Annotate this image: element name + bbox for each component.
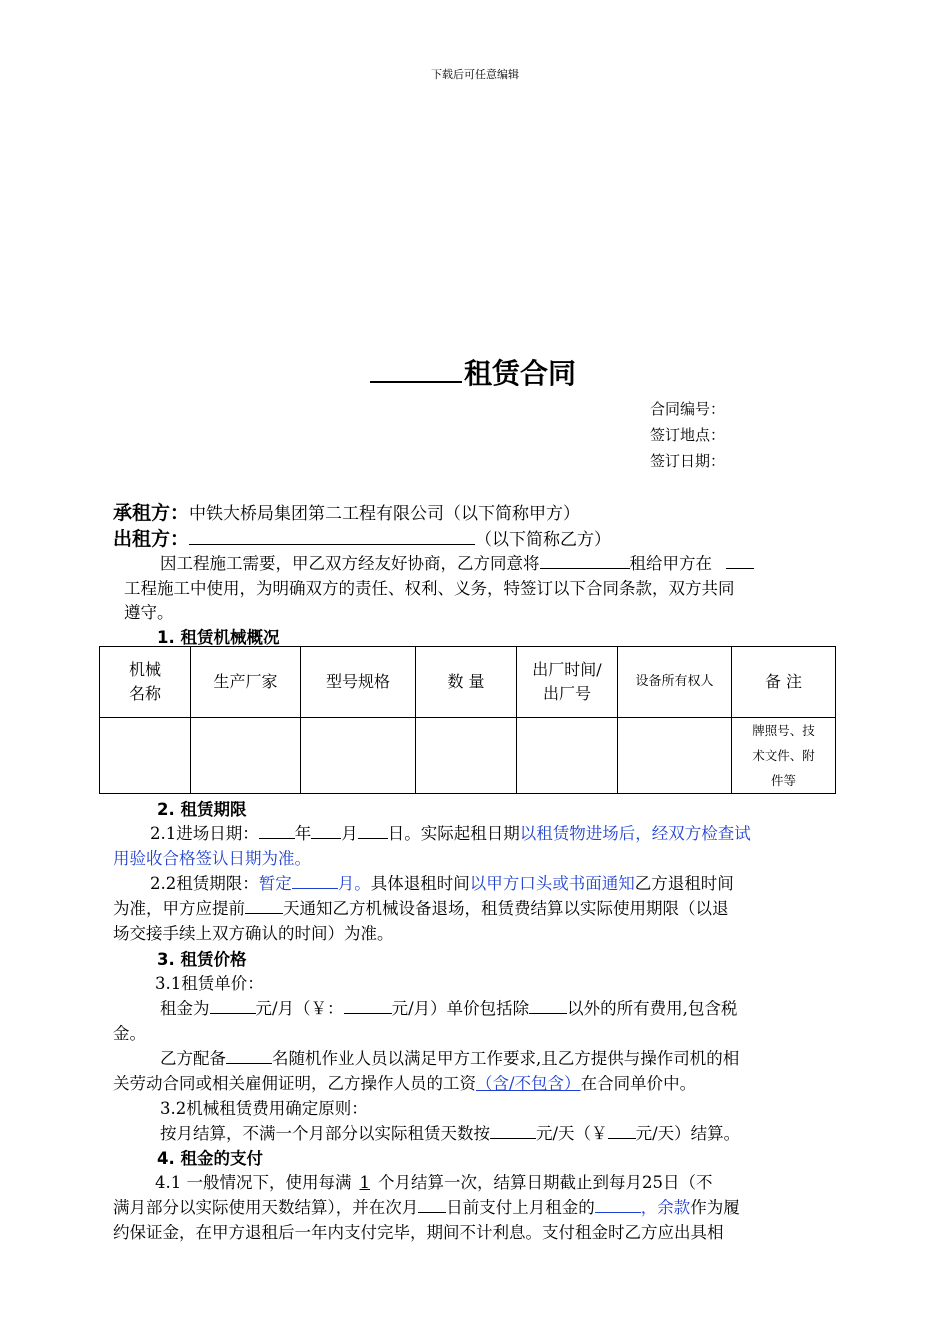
- intro-text-a: 因工程施工需要，甲乙双方经友好协商，乙方同意将: [160, 554, 540, 573]
- intro-text-b: 租给甲方在: [629, 554, 712, 573]
- title-text: 租赁合同: [464, 357, 577, 390]
- cell-quantity[interactable]: [416, 718, 517, 794]
- daily-rate-blank[interactable]: [490, 1121, 536, 1139]
- start-date-rule: 以租赁物进场后，经双方检查试: [519, 824, 751, 843]
- contract-title: [370, 352, 576, 392]
- col-header-factory-date: 出厂时间/出厂号: [517, 647, 618, 718]
- entry-year-blank[interactable]: [259, 821, 295, 839]
- col-header-model: 型号规格: [301, 647, 416, 718]
- clause-2-1-label: 2.1进场日期：: [150, 824, 259, 843]
- clause-4-1-line-1: 4.1 一般情况下，使用每满 1 个月结算一次，结算日期截止到每月25日（不: [155, 1173, 713, 1192]
- section-1-heading: 1. 租赁机械概况: [157, 628, 280, 647]
- operator-line-2: 关劳动合同或相关雇佣证明，乙方操作人员的工资（含/不包含）在合同单价中。: [113, 1074, 697, 1093]
- title-blank[interactable]: [370, 355, 462, 383]
- equipment-table: [99, 646, 836, 794]
- intro-line-3: 遵守。: [124, 603, 174, 622]
- section-3-heading: 3. 租赁价格: [157, 950, 247, 969]
- cell-machine-name[interactable]: [100, 718, 191, 794]
- section-4-heading: 4. 租金的支付: [157, 1149, 263, 1168]
- lessee-label: 承租方：: [113, 502, 190, 524]
- section-2-heading: 2. 租赁期限: [157, 800, 247, 819]
- rent-monthly-blank[interactable]: [210, 996, 256, 1014]
- col-header-owner: 设备所有权人: [618, 647, 732, 718]
- cell-manufacturer[interactable]: [191, 718, 301, 794]
- rent-line-2: 金。: [113, 1024, 146, 1043]
- col-header-machine-name: 机械名称: [100, 647, 191, 718]
- daily-rate-yuan-blank[interactable]: [608, 1121, 636, 1139]
- col-header-quantity: 数 量: [416, 647, 517, 718]
- excluded-cost-blank[interactable]: [529, 996, 567, 1014]
- intro-line-1: [160, 550, 754, 574]
- entry-day-blank[interactable]: [358, 821, 388, 839]
- payment-day-blank[interactable]: [418, 1195, 446, 1213]
- lessor-suffix: （以下简称乙方）: [475, 530, 612, 550]
- entry-month-blank[interactable]: [311, 821, 341, 839]
- lease-months-blank[interactable]: [292, 871, 338, 889]
- contract-no-label: 合同编号：: [650, 400, 726, 418]
- lessor-label: 出租方：: [113, 528, 190, 550]
- notice-days-blank[interactable]: [245, 896, 283, 914]
- wage-included-option[interactable]: （含/不包含）: [476, 1074, 581, 1093]
- settle-period-value[interactable]: 1: [359, 1173, 370, 1192]
- clause-3-2: 3.2机械租赁费用确定原则：: [160, 1099, 368, 1118]
- cell-model[interactable]: [301, 718, 416, 794]
- sign-place-label: 签订地点：: [650, 426, 726, 444]
- rent-line-1: 租金为 元/月（￥： 元/月）单价包括除 以外的所有费用,包含税: [160, 995, 737, 1019]
- lessee-line: [113, 498, 580, 525]
- operator-count-blank[interactable]: [226, 1046, 272, 1064]
- col-header-manufacturer: 生产厂家: [191, 647, 301, 718]
- sign-date-label: 签订日期：: [650, 452, 726, 470]
- lessor-blank[interactable]: [189, 527, 475, 545]
- col-header-remarks: 备 注: [732, 647, 836, 718]
- lessee-value: 中铁大桥局集团第二工程有限公司（以下简称甲方）: [189, 504, 581, 524]
- page-header-note: 下载后可任意编辑: [431, 68, 519, 81]
- intro-line-2: 工程施工中使用，为明确双方的责任、权利、义务，特签订以下合同条款，双方共同: [124, 579, 735, 598]
- clause-2-2-line-2: 为准，甲方应提前 天通知乙方机械设备退场，租赁费结算以实际使用期限（以退: [113, 895, 729, 919]
- rent-monthly-yuan-blank[interactable]: [344, 996, 392, 1014]
- clause-2-1-line-1: 2.1进场日期： 年 月 日。实际起租日期以租赁物进场后，经双方检查试: [150, 820, 751, 844]
- clause-2-2-line-1: 2.2租赁期限：暂定 月。具体退租时间以甲方口头或书面通知乙方退租时间: [150, 870, 734, 894]
- settlement-line: 按月结算，不满一个月部分以实际租赁天数按 元/天（￥ 元/天）结算。: [160, 1120, 740, 1144]
- cell-owner[interactable]: [618, 718, 732, 794]
- clause-2-1-line-2: 用验收合格签认日期为准。: [113, 849, 311, 868]
- clause-4-1-line-2: 满月部分以实际使用天数结算），并在次月 日前支付上月租金的 ，余款作为履: [113, 1194, 740, 1218]
- table-header-row: [100, 647, 836, 718]
- lessor-line: [113, 524, 611, 551]
- cell-factory-date[interactable]: [517, 718, 618, 794]
- equipment-blank[interactable]: [540, 551, 630, 569]
- clause-2-2-line-3: 场交接手续上双方确认的时间）为准。: [113, 924, 394, 943]
- cell-remarks: 牌照号、技 术文件、附 件等: [732, 718, 836, 794]
- clause-3-1: 3.1租赁单价：: [155, 974, 264, 993]
- project-blank[interactable]: [726, 551, 754, 569]
- clause-4-1-line-3: 约保证金，在甲方退租后一年内支付完毕，期间不计利息。支付租金时乙方应出具相: [113, 1223, 724, 1242]
- table-row: [100, 718, 836, 794]
- operator-line-1: 乙方配备 名随机作业人员以满足甲方工作要求,且乙方提供与操作司机的相: [160, 1045, 739, 1069]
- payment-percent-blank[interactable]: [595, 1195, 641, 1213]
